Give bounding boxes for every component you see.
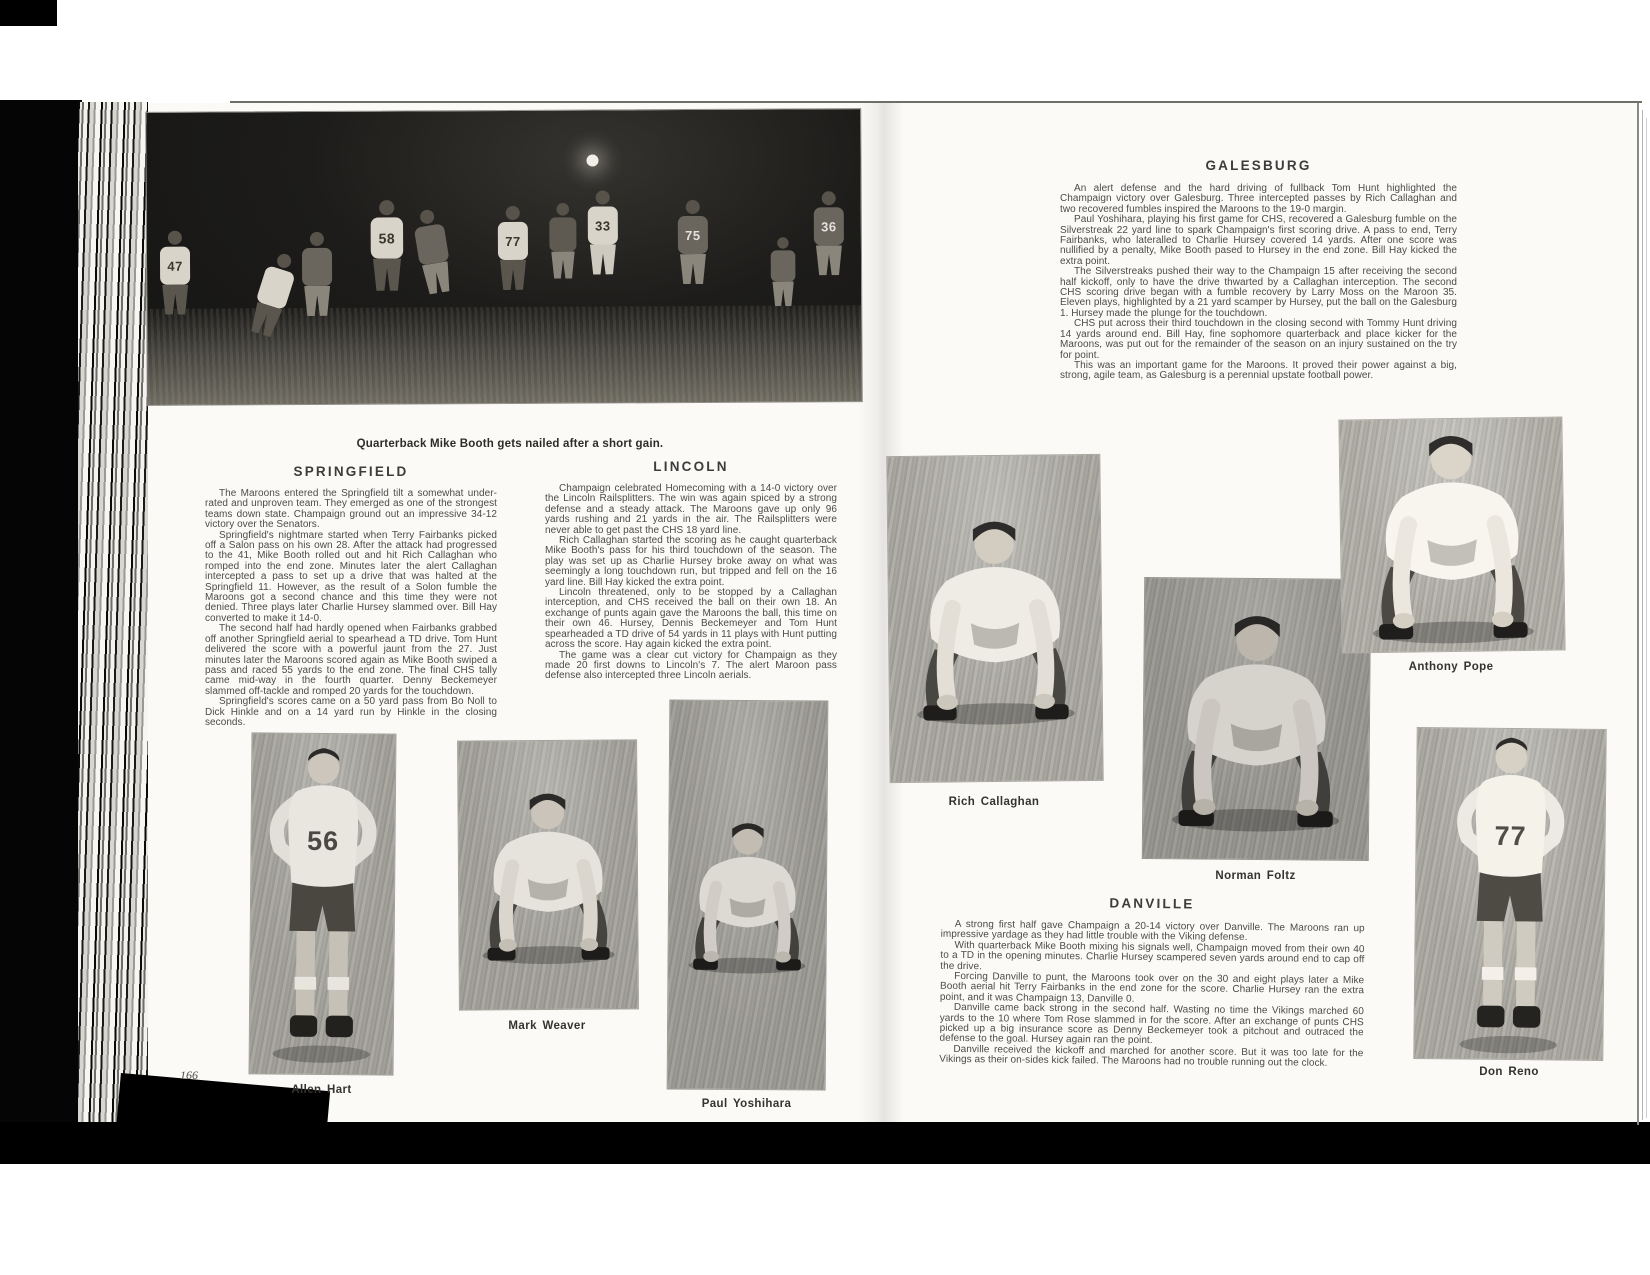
player-legs bbox=[551, 252, 575, 279]
article-paragraph: Danville came back strong in the second half. Wasting no time the Vikings marched 60 yards to the 10 where Tom Rose slammed in for the score. After an exchange of punts CHS picked up a big insurance score as Denny Beckemeyer took a pitchout and outraced the defense to the goal. Hursey again ran the point. bbox=[939, 1002, 1364, 1047]
player-caption-norman-foltz: Norman Foltz bbox=[1215, 870, 1296, 882]
article-paragraph: CHS put across their third touchdown in the closing second with Tommy Hunt driving 14 yards around end. Bill Hay, fine sophomore quarterback and place kicker for the Maroons, was put out for the remainder of the season on an injury sustained on the try for point. bbox=[1060, 318, 1457, 361]
player-photo-don-reno bbox=[1413, 727, 1606, 1061]
light-flare bbox=[586, 155, 598, 167]
player-photo-paul-yoshihara bbox=[667, 699, 829, 1090]
player-legs bbox=[162, 285, 188, 315]
crouching-player-figure bbox=[887, 455, 1102, 782]
player-photo-norman-foltz bbox=[1142, 577, 1371, 861]
helmet-icon bbox=[168, 231, 182, 245]
helmet-icon bbox=[275, 252, 293, 270]
helmet-icon bbox=[310, 232, 324, 246]
player-caption-rich-callaghan: Rich Callaghan bbox=[948, 796, 1040, 808]
player-legs bbox=[304, 286, 330, 316]
player-photo-mark-weaver bbox=[457, 739, 639, 1010]
player-figure-77 bbox=[495, 206, 531, 292]
player-figure-36 bbox=[811, 191, 847, 277]
helmet-icon bbox=[822, 191, 836, 205]
lincoln-article bbox=[545, 484, 837, 682]
galesburg-article bbox=[1060, 184, 1457, 382]
player-legs bbox=[422, 261, 453, 295]
helmet-icon bbox=[379, 200, 394, 215]
player-figure-dark bbox=[547, 203, 580, 281]
jersey-number: 56 bbox=[306, 825, 340, 856]
jersey-number: 36 bbox=[821, 218, 837, 234]
article-paragraph: An alert defense and the hard driving of fullback Tom Hunt highlighted the Champaign victory over Galesburg. Three intercepted passes by Rich Callaghan and two recovered fumbles inspired the Maroons to the 19-0 margin. bbox=[1060, 183, 1457, 215]
jersey-number: 77 bbox=[1494, 821, 1527, 852]
player-figure-dark bbox=[299, 232, 335, 318]
danville-article bbox=[939, 920, 1365, 1070]
jersey-number: 75 bbox=[685, 227, 701, 243]
player-legs bbox=[590, 244, 616, 274]
helmet-icon bbox=[556, 203, 569, 216]
player-legs bbox=[772, 282, 793, 307]
article-paragraph: Champaign celebrated Homecoming with a 14-0 victory over the Lincoln Railsplitters. The win was again spiced by a strong defense and a steady attack. The Maroons gave up only 96 yards rushing and 21 yards in the air. The Railsplitters were never able to get past the CHS 18 yard line. bbox=[545, 483, 837, 536]
article-paragraph: Rich Callaghan started the scoring as he caught quarterback Mike Booth's pass for his third touchdown of the season. The play was set up as Charlie Hursey broke away on what was seemingly a long touchdown run, but tripped and fell on the 16 yard line. Bill Hay kicked the extra point. bbox=[545, 535, 837, 588]
crouching-player-figure bbox=[1143, 578, 1370, 860]
page-number: 166 bbox=[180, 1068, 198, 1082]
helmet-icon bbox=[419, 209, 435, 225]
crouching-player-figure bbox=[458, 740, 638, 1009]
player-figure-75 bbox=[675, 200, 711, 286]
section-title-galesburg: GALESBURG bbox=[1205, 158, 1312, 173]
article-paragraph: The game was a clear cut victory for Champaign as they made 20 first downs to Lincoln's 7. The alert Maroon pass defense also intercepted three Lincoln aerials. bbox=[545, 649, 837, 682]
player-caption-mark-weaver: Mark Weaver bbox=[508, 1020, 586, 1032]
player-caption-don-reno: Don Reno bbox=[1479, 1066, 1539, 1078]
helmet-icon bbox=[686, 200, 700, 214]
crouching-player-figure bbox=[668, 700, 828, 1089]
player-photo-anthony-pope bbox=[1338, 416, 1565, 653]
crouching-player-figure bbox=[1339, 417, 1564, 652]
player-legs bbox=[373, 258, 401, 291]
stacked-page-edges bbox=[78, 102, 148, 1142]
article-paragraph: With quarterback Mike Booth mixing his signals well, Champaign moved from their own 40 to a TD in the opening minutes. Charlie Hursey scampered seven yards around end to cap off the drive. bbox=[940, 939, 1365, 972]
player-legs bbox=[816, 245, 842, 275]
article-paragraph: The second half had hardly opened when Fairbanks grabbed off another Springfield aerial to spearhead a TD drive. Tom Hunt delivered the score with a powerful jaunt from the 27. Just minutes later the Maroons scored again as Mike Booth swiped a pass and raced 55 yards to the end zone. The final CHS tally came mid-way in the fourth quarter. Denny Beckemeyer slammed off-tackle and romped 20 yards for the touchdown. bbox=[205, 623, 497, 697]
article-paragraph: Forcing Danville to punt, the Maroons took over on the 30 and eight plays later a Mike Booth aerial hit Terry Fairbanks in the end zone for the score. Charlie Hursey ran the extra point, and it was Champaign 13, Danville 0. bbox=[939, 970, 1365, 1005]
book-left-black-edge bbox=[0, 100, 82, 1164]
helmet-icon bbox=[777, 237, 789, 249]
standing-player-figure bbox=[250, 733, 396, 1074]
game-action-photo bbox=[145, 108, 863, 406]
article-paragraph: The Maroons entered the Springfield tilt a somewhat under-rated and unproven team. They emerged as one of the strongest teams down state. Champaign ground out an impressive 34-12 victory over the Senators. bbox=[205, 488, 497, 531]
player-legs bbox=[680, 254, 706, 284]
helmet-icon bbox=[596, 190, 610, 204]
jersey-number: 33 bbox=[595, 217, 611, 234]
standing-player-figure bbox=[1414, 728, 1605, 1060]
article-paragraph: This was an important game for the Maroons. It proved their power against a big, strong, agile team, as Galesburg is a perennial upstate football power. bbox=[1060, 359, 1457, 382]
section-title-lincoln: LINCOLN bbox=[653, 459, 729, 474]
springfield-article bbox=[205, 489, 497, 728]
book-bottom-black-edge bbox=[0, 1122, 1650, 1164]
page-top-edge-line bbox=[230, 101, 1642, 103]
right-page-edge-line bbox=[1646, 118, 1647, 1118]
helmet-icon bbox=[506, 206, 520, 220]
article-paragraph: A strong first half gave Champaign a 20-14 victory over Danville. The Maroons ran up impressive yardage as they had little trouble with the Viking defense. bbox=[940, 918, 1365, 944]
jersey-number: 77 bbox=[505, 233, 521, 249]
article-paragraph: Paul Yoshihara, playing his first game for CHS, recovered a Galesburg fumble on the Silverstreak 22 yard line to spark Champaign's first scoring drive. A pass to end, Terry Fairbanks, who lateralled to Charlie Hursey covered 14 yards. After one score was nullified by a penalty, Mike Booth pased to Hursey in the end zone. Bill Hay kicked the extra point. bbox=[1060, 214, 1457, 267]
article-paragraph: Springfield's scores came on a 50 yard pass from Bo Noll to Dick Hinkle and on a 14 yard run by Hinkle in the closing seconds. bbox=[205, 696, 497, 728]
player-photo-rich-callaghan bbox=[886, 454, 1103, 783]
player-figure-dark bbox=[408, 207, 457, 298]
section-title-danville: DANVILLE bbox=[1109, 895, 1195, 912]
player-figure-33 bbox=[585, 190, 621, 276]
player-legs bbox=[500, 260, 526, 290]
article-paragraph: Springfield's nightmare started when Terry Fairbanks picked off a Salon pass on his own 28. After the attack had progressed to the 41, Mike Booth rolled out and hit Rich Callaghan who romped into the end zone. Minutes later the alert Callaghan intercepted a pass to set up a drive that was halted at the Springfield 11. However, as the result of a Solon fumble the Maroons got a second chance and this time they were not denied. Three plays later Charlie Hursey slammed over. Bill Hay converted to make it 14-0. bbox=[205, 529, 497, 624]
scan-artifact-corner bbox=[0, 0, 57, 26]
article-paragraph: Danville received the kickoff and marched for another score. But it was too late for the Vikings as their on-sides kick failed. The Maroons had no trouble running out the clock. bbox=[939, 1043, 1364, 1070]
right-page-edge-line bbox=[1642, 110, 1643, 1120]
player-photo-allen-hart bbox=[249, 732, 397, 1075]
section-title-springfield: SPRINGFIELD bbox=[293, 464, 409, 479]
game-photo-caption: Quarterback Mike Booth gets nailed after a short gain. bbox=[356, 438, 664, 450]
player-caption-anthony-pope: Anthony Pope bbox=[1408, 661, 1494, 673]
player-figure-58 bbox=[367, 200, 406, 293]
article-paragraph: Lincoln threatened, only to be stopped by a Callaghan interception, and CHS received the ball on their own 18. An exchange of punts again gave the Maroons the ball, this time on their own 46. Hursey, Dennis Beckemeyer and Tom Hunt spearheaded a TD drive of 54 yards in 11 plays with Hunt putting across the score. Hay again kicked the extra point. bbox=[545, 587, 837, 651]
right-page-edge-line bbox=[1637, 103, 1639, 1125]
player-caption-allen-hart: Allen Hart bbox=[291, 1084, 352, 1096]
player-figure-47 bbox=[157, 231, 193, 317]
player-caption-paul-yoshihara: Paul Yoshihara bbox=[701, 1098, 792, 1110]
article-paragraph: The Silverstreaks pushed their way to the Champaign 15 after receiving the second half kickoff, only to have the drive thwarted by a Callaghan interception. The second CHS scoring drive began with a fumble recovery by Larry Moss on the Maroon 35. Eleven plays, highlighted by a 21 yard scamper by Hursey, put the ball on the Galesburg 1. Hursey made the plunge for the touchdown. bbox=[1060, 266, 1457, 319]
player-figure-dark bbox=[768, 237, 798, 308]
jersey-number: 58 bbox=[378, 229, 396, 247]
jersey-number: 47 bbox=[167, 258, 183, 274]
